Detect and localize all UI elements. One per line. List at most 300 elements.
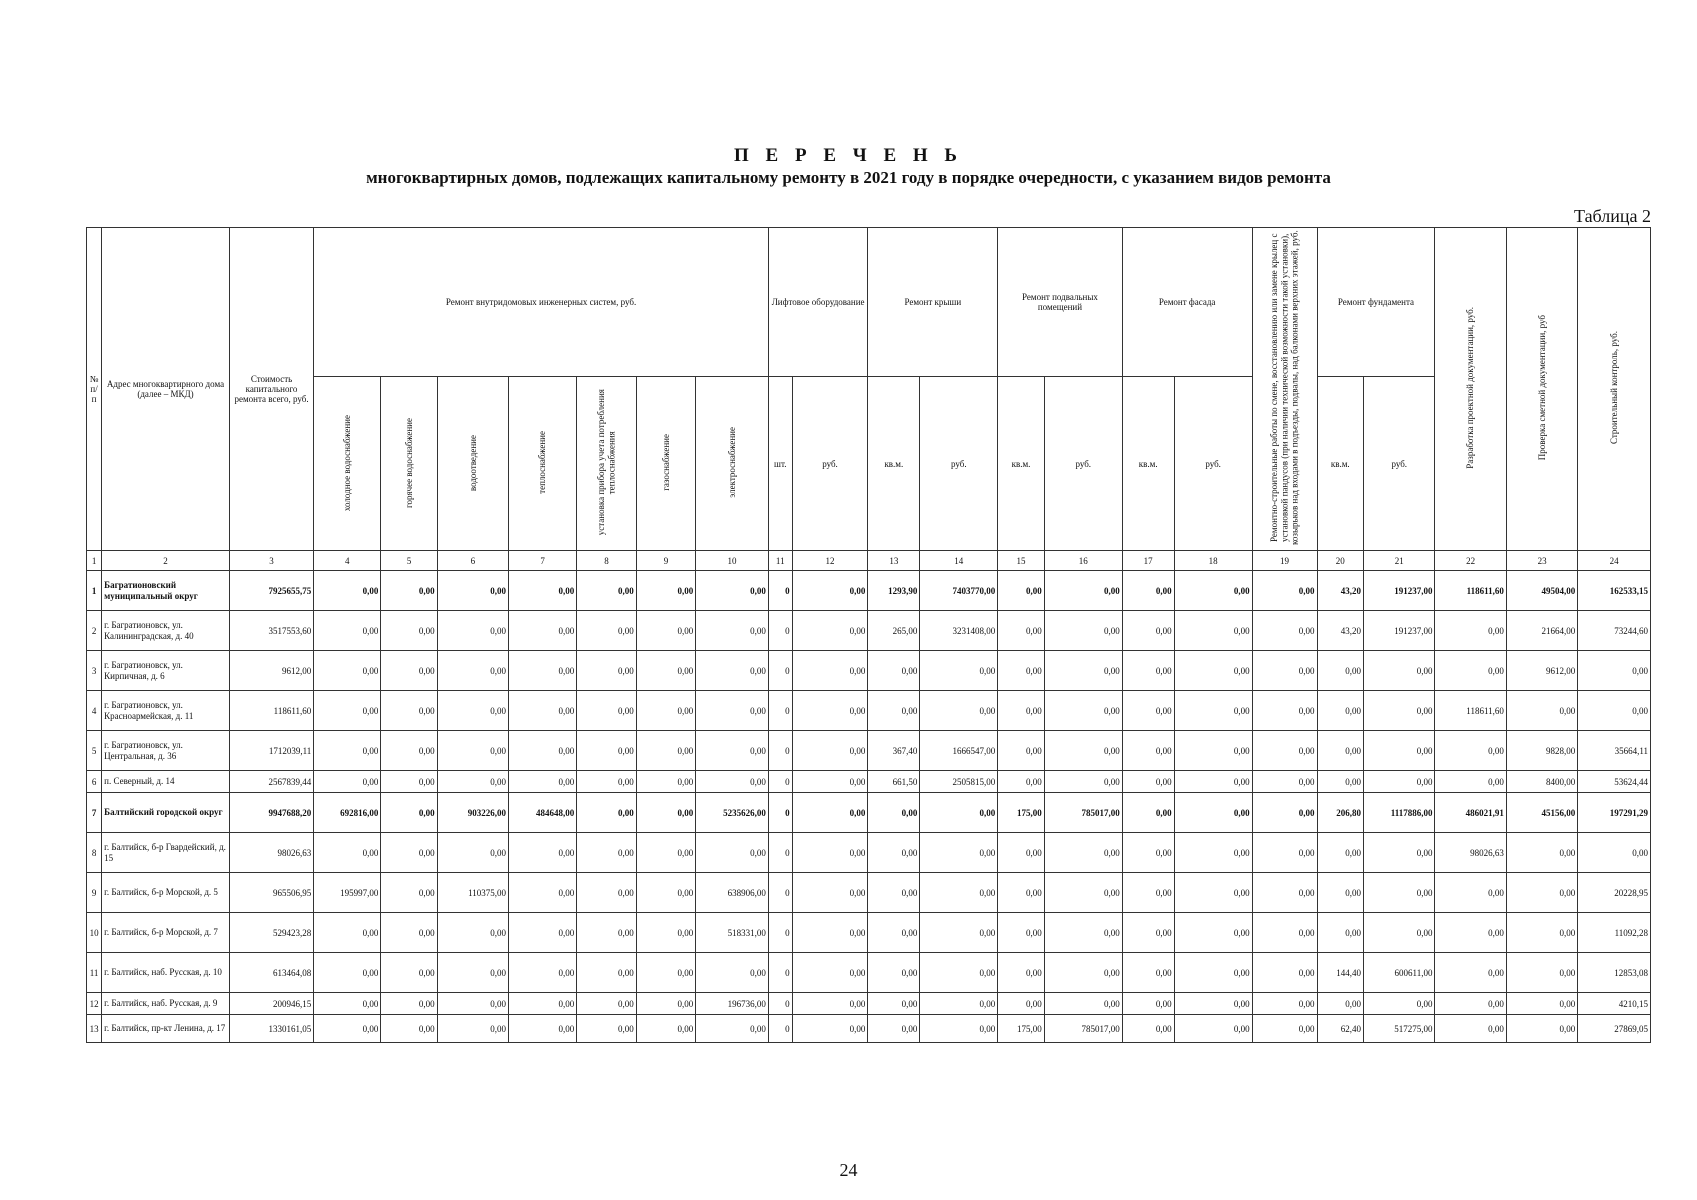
row-value: 0,00: [998, 611, 1045, 651]
column-number: 9: [636, 551, 696, 571]
row-value: 0,00: [1122, 691, 1174, 731]
row-value: 43,20: [1317, 571, 1364, 611]
header-cold-water-text: холодное водоснабжение: [342, 414, 353, 511]
row-value: 0,00: [998, 731, 1045, 771]
row-value: 3517553,60: [229, 611, 313, 651]
row-value: 0,00: [1122, 953, 1174, 993]
header-lift-unit: шт.: [768, 377, 792, 551]
row-number: 6: [87, 771, 102, 793]
table-row: [87, 771, 1651, 793]
header-foundation: Ремонт фундамента: [1317, 228, 1435, 377]
row-value: 0,00: [577, 651, 637, 691]
row-value: 4210,15: [1578, 993, 1651, 1015]
header-drainage-text: водоотведение: [467, 434, 478, 491]
row-value: 0,00: [998, 993, 1045, 1015]
column-number: 7: [509, 551, 577, 571]
row-value: 0,00: [381, 993, 437, 1015]
row-value: 0,00: [314, 953, 381, 993]
row-value: 0,00: [920, 953, 998, 993]
header-drainage: [437, 377, 508, 551]
row-address: п. Северный, д. 14: [102, 771, 230, 793]
page-number: 24: [839, 1160, 858, 1180]
header-roof-rub: руб.: [920, 377, 998, 551]
row-value: 0,00: [1435, 873, 1506, 913]
row-value: 1712039,11: [229, 731, 313, 771]
row-value: 0,00: [1122, 793, 1174, 833]
row-address: г. Багратионовск, ул. Кирпичная, д. 6: [102, 651, 230, 691]
row-value: 0,00: [1174, 1015, 1252, 1043]
row-value: 0,00: [509, 993, 577, 1015]
row-value: 0,00: [1317, 833, 1364, 873]
column-number: 11: [768, 551, 792, 571]
row-value: 0,00: [1317, 771, 1364, 793]
row-value: 0,00: [696, 611, 769, 651]
row-value: 0: [768, 611, 792, 651]
row-value: 0,00: [792, 731, 868, 771]
row-address: г. Балтийск, б-р Морской, д. 5: [102, 873, 230, 913]
row-value: 0,00: [1252, 731, 1317, 771]
row-value: 0,00: [1174, 913, 1252, 953]
row-value: 0,00: [792, 993, 868, 1015]
row-value: 0,00: [792, 833, 868, 873]
row-value: 0,00: [868, 913, 920, 953]
row-value: 0,00: [577, 771, 637, 793]
row-value: 484648,00: [509, 793, 577, 833]
row-value: 0,00: [998, 953, 1045, 993]
row-value: 200946,15: [229, 993, 313, 1015]
row-value: 0,00: [1252, 1015, 1317, 1043]
row-value: 0,00: [1174, 873, 1252, 913]
row-value: 265,00: [868, 611, 920, 651]
header-heating-text: теплоснабжение: [537, 431, 548, 495]
table-row: [87, 691, 1651, 731]
row-value: 0,00: [381, 731, 437, 771]
row-value: 0,00: [920, 833, 998, 873]
row-value: 2505815,00: [920, 771, 998, 793]
row-value: 0,00: [437, 611, 508, 651]
row-value: 0,00: [920, 691, 998, 731]
row-value: 98026,63: [1435, 833, 1506, 873]
column-number: 12: [792, 551, 868, 571]
row-value: 0,00: [868, 1015, 920, 1043]
row-value: 0,00: [998, 913, 1045, 953]
row-address: Багратионовский муниципальный округ: [102, 571, 230, 611]
row-value: 0,00: [636, 771, 696, 793]
row-value: 0,00: [636, 611, 696, 651]
table-row: [87, 651, 1651, 691]
header-foundation-rub: руб.: [1364, 377, 1435, 551]
column-number: 2: [102, 551, 230, 571]
row-value: 0,00: [509, 953, 577, 993]
row-value: 0,00: [1252, 953, 1317, 993]
row-value: 0,00: [314, 833, 381, 873]
row-value: 0,00: [1174, 793, 1252, 833]
row-value: 0,00: [1578, 691, 1651, 731]
row-value: 0,00: [577, 731, 637, 771]
row-value: 1666547,00: [920, 731, 998, 771]
row-value: 20228,95: [1578, 873, 1651, 913]
table-row: [87, 793, 1651, 833]
row-value: 0,00: [314, 691, 381, 731]
row-value: 0: [768, 873, 792, 913]
row-value: 0,00: [381, 833, 437, 873]
row-value: 0,00: [577, 993, 637, 1015]
header-estimate-check-text: Проверка сметной документации, руб: [1536, 315, 1547, 461]
row-address: г. Багратионовск, ул. Красноармейская, д. 11: [102, 691, 230, 731]
row-value: 0,00: [1435, 913, 1506, 953]
row-value: 43,20: [1317, 611, 1364, 651]
row-value: 0,00: [1506, 873, 1577, 913]
row-value: 0,00: [1122, 833, 1174, 873]
row-value: 0,00: [577, 571, 637, 611]
row-address: г. Балтийск, наб. Русская, д. 9: [102, 993, 230, 1015]
row-value: 0,00: [509, 873, 577, 913]
row-value: 0,00: [636, 833, 696, 873]
row-value: 0,00: [1252, 993, 1317, 1015]
header-gas: [636, 377, 696, 551]
row-value: 0,00: [509, 571, 577, 611]
row-value: 0,00: [636, 953, 696, 993]
row-value: 0,00: [636, 913, 696, 953]
row-value: 0: [768, 1015, 792, 1043]
column-number: 23: [1506, 551, 1577, 571]
row-value: 0,00: [1044, 731, 1122, 771]
row-value: 613464,08: [229, 953, 313, 993]
column-number: 3: [229, 551, 313, 571]
row-value: 0,00: [696, 1015, 769, 1043]
header-facade: Ремонт фасада: [1122, 228, 1252, 377]
row-value: 0,00: [792, 793, 868, 833]
row-value: 0,00: [437, 953, 508, 993]
row-number: 7: [87, 793, 102, 833]
row-value: 110375,00: [437, 873, 508, 913]
row-value: 0: [768, 913, 792, 953]
header-num: № п/п: [87, 228, 102, 551]
row-value: 0,00: [381, 873, 437, 913]
row-value: 0,00: [1435, 611, 1506, 651]
row-value: 53624,44: [1578, 771, 1651, 793]
row-value: 0,00: [868, 833, 920, 873]
row-value: 0,00: [381, 771, 437, 793]
row-value: 0,00: [920, 1015, 998, 1043]
row-value: 0: [768, 993, 792, 1015]
row-value: 191237,00: [1364, 571, 1435, 611]
row-value: 0,00: [920, 993, 998, 1015]
header-meter: [577, 377, 637, 551]
row-value: 0,00: [1252, 691, 1317, 731]
row-number: 3: [87, 651, 102, 691]
row-value: 0,00: [1044, 873, 1122, 913]
row-value: 0,00: [696, 833, 769, 873]
header-facade-sqm: кв.м.: [1122, 377, 1174, 551]
row-value: 0,00: [696, 731, 769, 771]
row-number: 12: [87, 993, 102, 1015]
row-value: 0,00: [509, 913, 577, 953]
row-value: 517275,00: [1364, 1015, 1435, 1043]
row-value: 0: [768, 731, 792, 771]
header-lift: Лифтовое оборудование: [768, 228, 868, 377]
row-value: 0,00: [1364, 731, 1435, 771]
row-value: 0: [768, 771, 792, 793]
row-value: 0,00: [1174, 611, 1252, 651]
header-electric: [696, 377, 769, 551]
header-supervision-text: Строительный контроль, руб.: [1608, 331, 1619, 445]
header-construction-text: Ремонтно-строительные работы по смене, восстановлению или замене крылец с установкой пандусов (при наличии технической возможности такой установки), козырьков над входами в подъезды, подвалы, над балконами верхних этажей, руб.: [1269, 230, 1300, 546]
row-value: 0,00: [998, 651, 1045, 691]
row-number: 2: [87, 611, 102, 651]
row-value: 0,00: [1044, 993, 1122, 1015]
header-meter-text: установка прибора учета потребления теплоснабжения: [596, 389, 617, 536]
row-value: 0,00: [577, 953, 637, 993]
header-construction: [1252, 228, 1317, 551]
row-value: 692816,00: [314, 793, 381, 833]
row-value: 0,00: [636, 793, 696, 833]
column-number: 15: [998, 551, 1045, 571]
row-value: 0,00: [1044, 913, 1122, 953]
row-value: 0,00: [1317, 873, 1364, 913]
header-roof-sqm: кв.м.: [868, 377, 920, 551]
row-value: 9612,00: [229, 651, 313, 691]
row-address: г. Балтийск, б-р Морской, д. 7: [102, 913, 230, 953]
row-value: 0,00: [868, 793, 920, 833]
row-value: 0,00: [1317, 731, 1364, 771]
row-value: 0,00: [509, 731, 577, 771]
row-value: 0,00: [577, 873, 637, 913]
row-value: 9947688,20: [229, 793, 313, 833]
row-value: 0,00: [577, 793, 637, 833]
row-value: 144,40: [1317, 953, 1364, 993]
row-value: 0,00: [577, 611, 637, 651]
row-value: 0,00: [792, 873, 868, 913]
row-value: 0,00: [636, 1015, 696, 1043]
row-value: 0,00: [696, 771, 769, 793]
row-value: 7403770,00: [920, 571, 998, 611]
row-value: 0,00: [998, 833, 1045, 873]
header-estimate-check: [1506, 228, 1577, 551]
row-value: 0,00: [1122, 731, 1174, 771]
row-value: 197291,29: [1578, 793, 1651, 833]
row-value: 0,00: [1044, 571, 1122, 611]
row-value: 35664,11: [1578, 731, 1651, 771]
row-value: 0,00: [1044, 691, 1122, 731]
header-basement-sqm: кв.м.: [998, 377, 1045, 551]
row-value: 0,00: [1435, 993, 1506, 1015]
table-body: [87, 571, 1651, 1043]
column-number: 22: [1435, 551, 1506, 571]
row-value: 0,00: [1364, 993, 1435, 1015]
row-value: 0: [768, 571, 792, 611]
row-value: 0,00: [696, 691, 769, 731]
row-address: г. Багратионовск, ул. Калининградская, д. 40: [102, 611, 230, 651]
row-value: 175,00: [998, 793, 1045, 833]
row-value: 0,00: [577, 913, 637, 953]
row-value: 0,00: [509, 1015, 577, 1043]
row-value: 27869,05: [1578, 1015, 1651, 1043]
row-value: 0,00: [1252, 873, 1317, 913]
row-value: 0: [768, 953, 792, 993]
header-eng-systems: Ремонт внутридомовых инженерных систем, руб.: [314, 228, 769, 377]
row-value: 0,00: [381, 793, 437, 833]
row-number: 11: [87, 953, 102, 993]
row-value: 73244,60: [1578, 611, 1651, 651]
column-number: 21: [1364, 551, 1435, 571]
row-value: 2567839,44: [229, 771, 313, 793]
row-value: 62,40: [1317, 1015, 1364, 1043]
row-value: 0,00: [1174, 833, 1252, 873]
row-value: 0,00: [1174, 953, 1252, 993]
row-value: 0,00: [696, 571, 769, 611]
row-value: 0,00: [437, 651, 508, 691]
row-value: 98026,63: [229, 833, 313, 873]
row-value: 0,00: [577, 691, 637, 731]
row-value: 0,00: [1252, 651, 1317, 691]
table-label: Таблица 2: [1574, 206, 1651, 226]
row-value: 0,00: [1506, 691, 1577, 731]
table-row: [87, 571, 1651, 611]
header-design-docs: [1435, 228, 1506, 551]
row-value: 0,00: [1122, 993, 1174, 1015]
row-value: 0,00: [314, 731, 381, 771]
header-design-docs-text: Разработка проектной документации, руб.: [1465, 307, 1476, 469]
row-value: 0: [768, 651, 792, 691]
row-value: 0,00: [1122, 651, 1174, 691]
row-value: 0,00: [920, 873, 998, 913]
row-value: 0,00: [437, 571, 508, 611]
row-value: 0,00: [868, 691, 920, 731]
row-value: 0,00: [1252, 833, 1317, 873]
row-value: 1330161,05: [229, 1015, 313, 1043]
column-number: 24: [1578, 551, 1651, 571]
row-value: 785017,00: [1044, 793, 1122, 833]
row-address: г. Балтийск, б-р Гвардейский, д. 15: [102, 833, 230, 873]
row-value: 0,00: [1435, 771, 1506, 793]
table-row: [87, 833, 1651, 873]
table-row: [87, 611, 1651, 651]
row-value: 49504,00: [1506, 571, 1577, 611]
row-value: 0,00: [1506, 833, 1577, 873]
row-value: 11092,28: [1578, 913, 1651, 953]
row-number: 1: [87, 571, 102, 611]
row-value: 0,00: [636, 993, 696, 1015]
row-value: 0,00: [437, 771, 508, 793]
row-value: 0: [768, 793, 792, 833]
column-number: 5: [381, 551, 437, 571]
row-value: 0,00: [314, 571, 381, 611]
row-value: 0,00: [792, 651, 868, 691]
row-value: 0,00: [696, 651, 769, 691]
row-value: 12853,08: [1578, 953, 1651, 993]
row-value: 9612,00: [1506, 651, 1577, 691]
row-value: 0,00: [920, 793, 998, 833]
row-value: 661,50: [868, 771, 920, 793]
table-row: [87, 873, 1651, 913]
row-value: 0,00: [1506, 1015, 1577, 1043]
row-value: 965506,95: [229, 873, 313, 913]
row-value: 175,00: [998, 1015, 1045, 1043]
row-value: 0,00: [1044, 771, 1122, 793]
row-value: 638906,00: [696, 873, 769, 913]
row-value: 0,00: [509, 611, 577, 651]
row-value: 0,00: [1435, 731, 1506, 771]
row-value: 118611,60: [1435, 691, 1506, 731]
row-value: 0,00: [1174, 571, 1252, 611]
row-number: 13: [87, 1015, 102, 1043]
header-basement: Ремонт подвальных помещений: [998, 228, 1122, 377]
row-value: 0,00: [509, 691, 577, 731]
row-value: 0,00: [1122, 571, 1174, 611]
row-value: 0,00: [998, 691, 1045, 731]
row-number: 9: [87, 873, 102, 913]
row-value: 0,00: [636, 651, 696, 691]
row-value: 0,00: [437, 913, 508, 953]
row-value: 9828,00: [1506, 731, 1577, 771]
row-value: 529423,28: [229, 913, 313, 953]
row-value: 0,00: [381, 913, 437, 953]
row-value: 162533,15: [1578, 571, 1651, 611]
table-row: [87, 1015, 1651, 1043]
row-value: 0,00: [792, 691, 868, 731]
row-value: 0,00: [1578, 651, 1651, 691]
column-number: 18: [1174, 551, 1252, 571]
row-address: г. Багратионовск, ул. Центральная, д. 36: [102, 731, 230, 771]
row-value: 0,00: [381, 571, 437, 611]
row-value: 206,80: [1317, 793, 1364, 833]
row-value: 0,00: [1435, 1015, 1506, 1043]
row-value: 0,00: [437, 691, 508, 731]
row-value: 0,00: [792, 953, 868, 993]
row-value: 0,00: [381, 651, 437, 691]
header-foundation-sqm: кв.м.: [1317, 377, 1364, 551]
row-value: 0,00: [868, 993, 920, 1015]
row-value: 0,00: [920, 913, 998, 953]
header-hot-water-text: горячее водоснабжение: [403, 417, 414, 508]
header-cold-water: [314, 377, 381, 551]
row-value: 0,00: [1364, 833, 1435, 873]
header-facade-rub: руб.: [1174, 377, 1252, 551]
header-supervision: [1578, 228, 1651, 551]
row-value: 0,00: [1174, 651, 1252, 691]
row-value: 0,00: [1364, 691, 1435, 731]
row-value: 0,00: [636, 731, 696, 771]
row-value: 0,00: [314, 611, 381, 651]
row-value: 0,00: [1317, 913, 1364, 953]
row-value: 0,00: [1122, 1015, 1174, 1043]
row-value: 0,00: [636, 571, 696, 611]
row-value: 196736,00: [696, 993, 769, 1015]
row-value: 0,00: [437, 993, 508, 1015]
column-number: 19: [1252, 551, 1317, 571]
row-value: 486021,91: [1435, 793, 1506, 833]
row-address: г. Балтийск, пр-кт Ленина, д. 17: [102, 1015, 230, 1043]
row-value: 0,00: [1317, 691, 1364, 731]
row-value: 0: [768, 691, 792, 731]
row-value: 0,00: [920, 651, 998, 691]
row-value: 0,00: [1435, 651, 1506, 691]
row-value: 903226,00: [437, 793, 508, 833]
row-value: 5235626,00: [696, 793, 769, 833]
row-value: 0,00: [636, 691, 696, 731]
row-value: 0,00: [792, 1015, 868, 1043]
row-address: Балтийский городской округ: [102, 793, 230, 833]
row-value: 0,00: [314, 913, 381, 953]
column-number: 17: [1122, 551, 1174, 571]
row-value: 0,00: [998, 771, 1045, 793]
row-number: 5: [87, 731, 102, 771]
row-value: 0,00: [1364, 873, 1435, 913]
row-value: 0,00: [1044, 611, 1122, 651]
row-value: 0,00: [381, 953, 437, 993]
row-value: 367,40: [868, 731, 920, 771]
